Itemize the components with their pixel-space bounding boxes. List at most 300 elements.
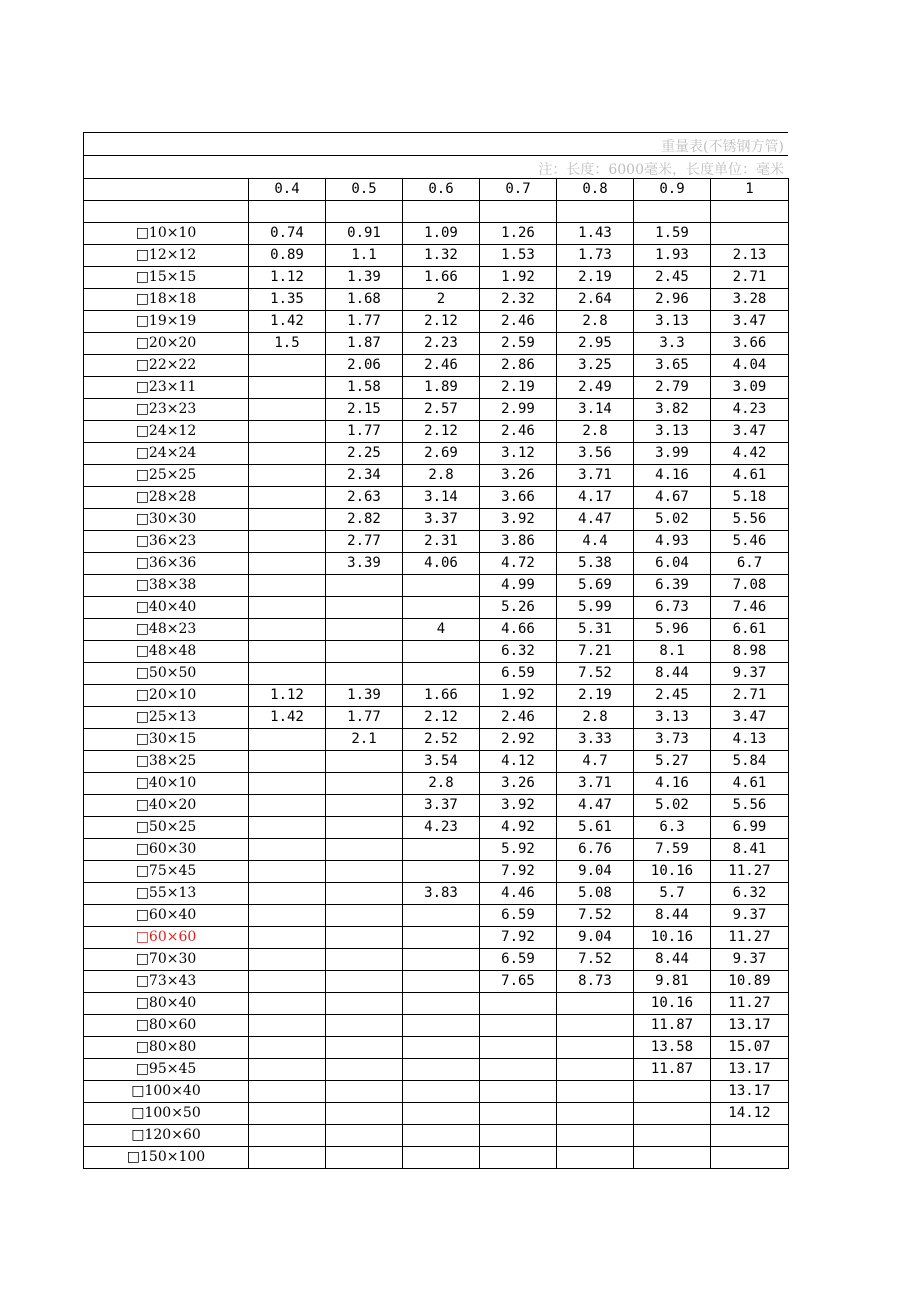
weight-value: 2.15 — [326, 399, 403, 421]
weight-value: 13.17 — [711, 1059, 789, 1081]
weight-value: 5.38 — [557, 553, 634, 575]
weight-value — [249, 1081, 326, 1103]
weight-value: 1.32 — [403, 245, 480, 267]
weight-value — [249, 443, 326, 465]
weight-value: 4.66 — [480, 619, 557, 641]
weight-value: 1.12 — [249, 267, 326, 289]
weight-value: 11.27 — [711, 927, 789, 949]
table-row — [84, 355, 789, 377]
weight-value — [326, 927, 403, 949]
table-row — [84, 729, 789, 751]
weight-value — [326, 817, 403, 839]
blank-cell — [84, 201, 249, 223]
weight-value: 7.52 — [557, 949, 634, 971]
weight-value: 4.23 — [403, 817, 480, 839]
table-row — [84, 553, 789, 575]
weight-value: 5.18 — [711, 487, 789, 509]
weight-value — [557, 993, 634, 1015]
weight-value — [403, 1015, 480, 1037]
weight-value — [249, 487, 326, 509]
thickness-header-row — [84, 179, 789, 201]
weight-value: 6.76 — [557, 839, 634, 861]
weight-value — [326, 751, 403, 773]
weight-value — [326, 773, 403, 795]
weight-value: 9.81 — [634, 971, 711, 993]
weight-value: 1.66 — [403, 267, 480, 289]
weight-value — [249, 905, 326, 927]
weight-value: 5.26 — [480, 597, 557, 619]
table-row — [84, 399, 789, 421]
weight-value: 3.47 — [711, 311, 789, 333]
weight-value: 2.77 — [326, 531, 403, 553]
size-label: □100×50 — [84, 1103, 249, 1125]
weight-value — [557, 1125, 634, 1147]
weight-value: 13.17 — [711, 1015, 789, 1037]
size-label: □95×45 — [84, 1059, 249, 1081]
weight-value: 3.37 — [403, 795, 480, 817]
weight-value — [634, 1103, 711, 1125]
size-label: □150×100 — [84, 1147, 249, 1169]
table-title: 重量表(不锈钢方管) — [661, 139, 784, 155]
weight-value: 5.84 — [711, 751, 789, 773]
weight-value — [403, 641, 480, 663]
weight-value: 5.92 — [480, 839, 557, 861]
weight-value: 11.27 — [711, 993, 789, 1015]
weight-value — [249, 795, 326, 817]
table-row — [84, 1037, 789, 1059]
table-row — [84, 597, 789, 619]
weight-value: 9.37 — [711, 663, 789, 685]
table-row — [84, 1147, 789, 1169]
table-row — [84, 531, 789, 553]
weight-value: 2.06 — [326, 355, 403, 377]
weight-value: 0.91 — [326, 223, 403, 245]
size-label: □50×25 — [84, 817, 249, 839]
weight-value: 3.86 — [480, 531, 557, 553]
weight-value — [249, 619, 326, 641]
weight-value — [634, 1147, 711, 1169]
weight-value: 3.73 — [634, 729, 711, 751]
weight-value: 6.61 — [711, 619, 789, 641]
table-row — [84, 883, 789, 905]
blank-cell — [634, 201, 711, 223]
table-row — [84, 377, 789, 399]
table-row — [84, 751, 789, 773]
size-label: □25×25 — [84, 465, 249, 487]
weight-value — [326, 1147, 403, 1169]
weight-value: 1.66 — [403, 685, 480, 707]
weight-value — [249, 553, 326, 575]
weight-value — [249, 993, 326, 1015]
weight-value — [249, 883, 326, 905]
weight-value: 1.59 — [634, 223, 711, 245]
weight-value: 10.16 — [634, 927, 711, 949]
weight-value — [403, 1059, 480, 1081]
weight-value: 7.92 — [480, 927, 557, 949]
weight-value: 3.13 — [634, 707, 711, 729]
weight-value: 13.17 — [711, 1081, 789, 1103]
weight-value: 9.37 — [711, 905, 789, 927]
weight-value — [249, 1015, 326, 1037]
weight-value: 4.61 — [711, 773, 789, 795]
weight-value: 2.99 — [480, 399, 557, 421]
weight-value: 5.46 — [711, 531, 789, 553]
weight-value: 8.1 — [634, 641, 711, 663]
weight-value: 2.13 — [711, 245, 789, 267]
weight-value: 3.28 — [711, 289, 789, 311]
weight-value: 4.67 — [634, 487, 711, 509]
size-label: □24×24 — [84, 443, 249, 465]
size-label: □50×50 — [84, 663, 249, 685]
weight-value — [249, 1147, 326, 1169]
weight-value — [326, 971, 403, 993]
weight-value: 2.69 — [403, 443, 480, 465]
weight-value: 11.27 — [711, 861, 789, 883]
weight-value: 1.39 — [326, 267, 403, 289]
weight-value: 4.47 — [557, 795, 634, 817]
weight-value — [480, 993, 557, 1015]
weight-value: 1.89 — [403, 377, 480, 399]
weight-value: 3.47 — [711, 421, 789, 443]
weight-value — [634, 1081, 711, 1103]
weight-value: 0.74 — [249, 223, 326, 245]
weight-value: 3.39 — [326, 553, 403, 575]
weight-value: 2.96 — [634, 289, 711, 311]
weight-value — [326, 839, 403, 861]
weight-value: 2.8 — [403, 465, 480, 487]
weight-value — [249, 377, 326, 399]
weight-value — [326, 883, 403, 905]
weight-value — [326, 1081, 403, 1103]
weight-value: 8.41 — [711, 839, 789, 861]
weight-value: 6.3 — [634, 817, 711, 839]
weight-value: 4.16 — [634, 465, 711, 487]
size-label: □15×15 — [84, 267, 249, 289]
weight-value: 2.1 — [326, 729, 403, 751]
weight-value — [480, 1103, 557, 1125]
weight-value: 4.4 — [557, 531, 634, 553]
weight-value — [249, 663, 326, 685]
weight-value — [249, 1103, 326, 1125]
weight-value: 2.64 — [557, 289, 634, 311]
weight-value: 4 — [403, 619, 480, 641]
weight-value — [480, 1059, 557, 1081]
size-label: □19×19 — [84, 311, 249, 333]
weight-value — [249, 531, 326, 553]
weight-value — [249, 817, 326, 839]
weight-value — [557, 1037, 634, 1059]
size-label: □120×60 — [84, 1125, 249, 1147]
weight-value: 2.19 — [480, 377, 557, 399]
weight-value: 2.8 — [557, 311, 634, 333]
weight-value: 7.52 — [557, 663, 634, 685]
weight-value — [403, 927, 480, 949]
weight-value — [403, 575, 480, 597]
weight-value: 5.96 — [634, 619, 711, 641]
weight-value: 0.89 — [249, 245, 326, 267]
weight-value: 3.25 — [557, 355, 634, 377]
weight-value: 3.56 — [557, 443, 634, 465]
size-label: □23×11 — [84, 377, 249, 399]
table-row — [84, 839, 789, 861]
weight-value: 10.89 — [711, 971, 789, 993]
weight-value — [480, 1125, 557, 1147]
weight-value: 1.93 — [634, 245, 711, 267]
weight-table — [83, 178, 789, 1169]
weight-value: 1.26 — [480, 223, 557, 245]
table-row — [84, 1015, 789, 1037]
weight-value: 2.25 — [326, 443, 403, 465]
weight-value: 2.82 — [326, 509, 403, 531]
weight-value: 4.16 — [634, 773, 711, 795]
weight-value — [711, 223, 789, 245]
table-row — [84, 509, 789, 531]
weight-value — [326, 993, 403, 1015]
weight-value: 4.72 — [480, 553, 557, 575]
table-row — [84, 575, 789, 597]
size-label: □48×48 — [84, 641, 249, 663]
table-row — [84, 465, 789, 487]
weight-value: 4.17 — [557, 487, 634, 509]
size-label: □70×30 — [84, 949, 249, 971]
weight-value: 2.86 — [480, 355, 557, 377]
weight-value — [711, 1125, 789, 1147]
weight-value: 9.04 — [557, 927, 634, 949]
size-label: □75×45 — [84, 861, 249, 883]
weight-value — [326, 619, 403, 641]
weight-value: 6.59 — [480, 949, 557, 971]
weight-value — [557, 1059, 634, 1081]
weight-value: 1.92 — [480, 685, 557, 707]
weight-value: 11.87 — [634, 1015, 711, 1037]
thickness-header: 0.9 — [634, 179, 711, 201]
weight-value: 1.35 — [249, 289, 326, 311]
weight-value — [326, 597, 403, 619]
weight-value: 2.45 — [634, 685, 711, 707]
weight-value: 1.12 — [249, 685, 326, 707]
weight-value: 15.07 — [711, 1037, 789, 1059]
weight-value — [711, 1147, 789, 1169]
weight-value: 5.99 — [557, 597, 634, 619]
weight-value: 5.31 — [557, 619, 634, 641]
size-label: □38×25 — [84, 751, 249, 773]
weight-value: 3.92 — [480, 795, 557, 817]
weight-value: 14.12 — [711, 1103, 789, 1125]
weight-value: 3.99 — [634, 443, 711, 465]
weight-value: 3.66 — [480, 487, 557, 509]
size-label: □73×43 — [84, 971, 249, 993]
table-row — [84, 619, 789, 641]
table-row — [84, 795, 789, 817]
weight-value: 2.49 — [557, 377, 634, 399]
weight-value: 13.58 — [634, 1037, 711, 1059]
weight-value: 3.13 — [634, 311, 711, 333]
table-row — [84, 773, 789, 795]
weight-value — [403, 663, 480, 685]
thickness-header: 0.5 — [326, 179, 403, 201]
weight-value — [557, 1015, 634, 1037]
size-label: □60×30 — [84, 839, 249, 861]
title-row — [83, 132, 788, 155]
weight-value: 8.44 — [634, 905, 711, 927]
weight-table-body — [84, 179, 789, 1169]
weight-value: 2.8 — [557, 421, 634, 443]
weight-value: 6.59 — [480, 905, 557, 927]
weight-value: 3.47 — [711, 707, 789, 729]
weight-value — [249, 773, 326, 795]
size-label: □36×23 — [84, 531, 249, 553]
thickness-header: 0.7 — [480, 179, 557, 201]
weight-value: 8.73 — [557, 971, 634, 993]
size-label: □38×38 — [84, 575, 249, 597]
weight-value: 4.61 — [711, 465, 789, 487]
weight-value: 2.46 — [480, 421, 557, 443]
note-row — [83, 155, 788, 178]
blank-cell — [403, 201, 480, 223]
weight-value — [403, 1147, 480, 1169]
table-row — [84, 267, 789, 289]
weight-value: 2.46 — [480, 311, 557, 333]
weight-value: 2.46 — [403, 355, 480, 377]
thickness-header: 1 — [711, 179, 789, 201]
size-label: □30×15 — [84, 729, 249, 751]
weight-value: 1.53 — [480, 245, 557, 267]
weight-value — [403, 597, 480, 619]
weight-value — [249, 575, 326, 597]
weight-value: 4.99 — [480, 575, 557, 597]
weight-value: 2.8 — [403, 773, 480, 795]
weight-value — [249, 597, 326, 619]
weight-value: 3.33 — [557, 729, 634, 751]
weight-value: 6.32 — [711, 883, 789, 905]
weight-value — [480, 1147, 557, 1169]
weight-value: 7.92 — [480, 861, 557, 883]
thickness-header: 0.6 — [403, 179, 480, 201]
blank-cell — [326, 201, 403, 223]
weight-value: 2.32 — [480, 289, 557, 311]
size-label: □18×18 — [84, 289, 249, 311]
weight-value: 2.19 — [557, 267, 634, 289]
weight-value: 6.39 — [634, 575, 711, 597]
table-row — [84, 927, 789, 949]
blank-cell — [480, 201, 557, 223]
size-label: □40×40 — [84, 597, 249, 619]
weight-value: 6.73 — [634, 597, 711, 619]
weight-value: 6.99 — [711, 817, 789, 839]
weight-value: 3.54 — [403, 751, 480, 773]
weight-value: 1.73 — [557, 245, 634, 267]
weight-value: 3.14 — [557, 399, 634, 421]
weight-value: 7.46 — [711, 597, 789, 619]
blank-cell — [249, 201, 326, 223]
weight-value: 3.14 — [403, 487, 480, 509]
blank-row — [84, 201, 789, 223]
weight-value: 3.09 — [711, 377, 789, 399]
weight-value: 3.26 — [480, 465, 557, 487]
table-row — [84, 817, 789, 839]
header-corner-cell — [84, 179, 249, 201]
size-label: □80×60 — [84, 1015, 249, 1037]
weight-value: 1.42 — [249, 311, 326, 333]
weight-value — [249, 1125, 326, 1147]
blank-cell — [711, 201, 789, 223]
thickness-header: 0.8 — [557, 179, 634, 201]
thickness-header: 0.4 — [249, 179, 326, 201]
size-label: □60×40 — [84, 905, 249, 927]
size-label: □80×80 — [84, 1037, 249, 1059]
size-label: □10×10 — [84, 223, 249, 245]
weight-value: 4.23 — [711, 399, 789, 421]
weight-value: 3.66 — [711, 333, 789, 355]
weight-value: 2.12 — [403, 311, 480, 333]
weight-value: 7.65 — [480, 971, 557, 993]
weight-value — [249, 1037, 326, 1059]
weight-value: 2.52 — [403, 729, 480, 751]
weight-value: 1.87 — [326, 333, 403, 355]
weight-value: 1.68 — [326, 289, 403, 311]
weight-value: 1.92 — [480, 267, 557, 289]
size-label: □80×40 — [84, 993, 249, 1015]
weight-value: 1.58 — [326, 377, 403, 399]
table-row — [84, 487, 789, 509]
size-label: □48×23 — [84, 619, 249, 641]
weight-value: 6.32 — [480, 641, 557, 663]
weight-value: 3.13 — [634, 421, 711, 443]
weight-value — [249, 509, 326, 531]
weight-value — [557, 1081, 634, 1103]
weight-value: 4.13 — [711, 729, 789, 751]
weight-value: 5.61 — [557, 817, 634, 839]
weight-value — [326, 1037, 403, 1059]
weight-value — [249, 641, 326, 663]
weight-value: 3.92 — [480, 509, 557, 531]
weight-value: 8.44 — [634, 949, 711, 971]
table-row — [84, 1103, 789, 1125]
table-row — [84, 1081, 789, 1103]
size-label: □36×36 — [84, 553, 249, 575]
weight-value: 3.26 — [480, 773, 557, 795]
weight-value: 2.19 — [557, 685, 634, 707]
weight-value — [326, 1103, 403, 1125]
weight-value: 3.83 — [403, 883, 480, 905]
weight-value: 5.02 — [634, 795, 711, 817]
weight-value: 7.52 — [557, 905, 634, 927]
weight-value — [249, 465, 326, 487]
weight-value: 5.56 — [711, 795, 789, 817]
weight-value: 3.71 — [557, 773, 634, 795]
weight-value: 6.7 — [711, 553, 789, 575]
size-label: □22×22 — [84, 355, 249, 377]
weight-value: 1.39 — [326, 685, 403, 707]
table-row — [84, 443, 789, 465]
size-label: □30×30 — [84, 509, 249, 531]
size-label: □40×20 — [84, 795, 249, 817]
weight-value: 7.21 — [557, 641, 634, 663]
weight-value — [326, 795, 403, 817]
weight-value: 3.82 — [634, 399, 711, 421]
weight-value — [249, 729, 326, 751]
size-label: □40×10 — [84, 773, 249, 795]
weight-value — [249, 1059, 326, 1081]
weight-value — [326, 905, 403, 927]
size-label: □23×23 — [84, 399, 249, 421]
size-label: □20×20 — [84, 333, 249, 355]
weight-value — [249, 839, 326, 861]
weight-value: 11.87 — [634, 1059, 711, 1081]
table-row — [84, 223, 789, 245]
weight-value: 2 — [403, 289, 480, 311]
blank-cell — [557, 201, 634, 223]
